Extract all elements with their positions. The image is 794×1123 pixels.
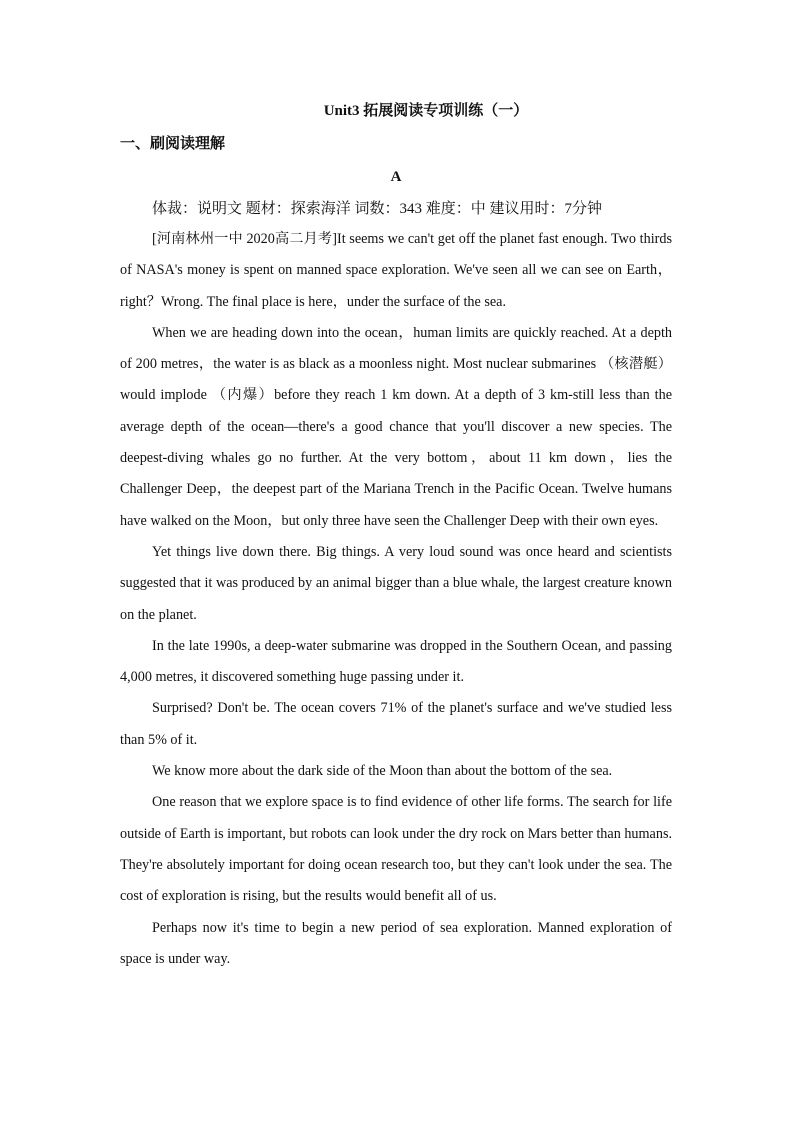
section-heading: 一、刷阅读理解 [120, 136, 226, 152]
paragraph: One reason that we explore space is to find evidence of other life forms. The search for life outside of Earth is important, but robots can look under the dry rock on Mars better than humans. They're absolutely important for doing ocean research too, but they can't look under the sea. The cost of exploration is rising, but the results would benefit all of us. [120, 794, 673, 905]
paragraph: When we are heading down into the ocean，human limits are quickly reached. At a depth of 200 metres，the water is as black as a moonless night. Most nuclear submarines （核潜艇）would implode （内爆）before they reach 1 km down. At a depth of 3 km-still less than the average depth of the ocean—there's a good chance that you'll discover a new species. The deepest-diving whales go no further. At the very bottom，about 11 km down，lies the Challenger Deep，the deepest part of the Mariana Trench in the Pacific Ocean. Twelve humans have walked on the Moon，but only three have seen the Challenger Deep with their own eyes. [120, 324, 672, 529]
paragraph: [河南林州一中 2020高二月考]It seems we can't get off the planet fast enough. Two thirds of NASA's money is spent on manned space exploration. We've seen all we can see on Earth，right？Wrong. The final place is here，under the surface of the sea. [120, 231, 672, 310]
document-title: Unit3 拓展阅读专项训练（一） [323, 103, 529, 119]
paragraph: In the late 1990s, a deep-water submarine was dropped in the Southern Ocean, and passing 4,000 metres, it discovered something huge passing under it. [120, 637, 672, 686]
paragraph: Yet things live down there. Big things. A very loud sound was once heard and scientists suggested that it was produced by an animal bigger than a blue whale, the largest creature known on the planet. [120, 543, 672, 623]
paragraph: We know more about the dark side of the Moon than about the bottom of the sea. [152, 763, 613, 780]
passage-letter: A [390, 169, 402, 185]
paragraph: Perhaps now it's time to begin a new period of sea exploration. Manned exploration of space is under way. [120, 919, 672, 967]
document-page [120, 96, 672, 975]
passage-meta-line: 体裁：说明文 题材：探索海洋 词数：343 难度：中 建议用时：7分钟 [152, 201, 603, 217]
paragraph: Surprised? Don't be. The ocean covers 71% of the planet's surface and we've studied less than 5% of it. [120, 700, 672, 748]
